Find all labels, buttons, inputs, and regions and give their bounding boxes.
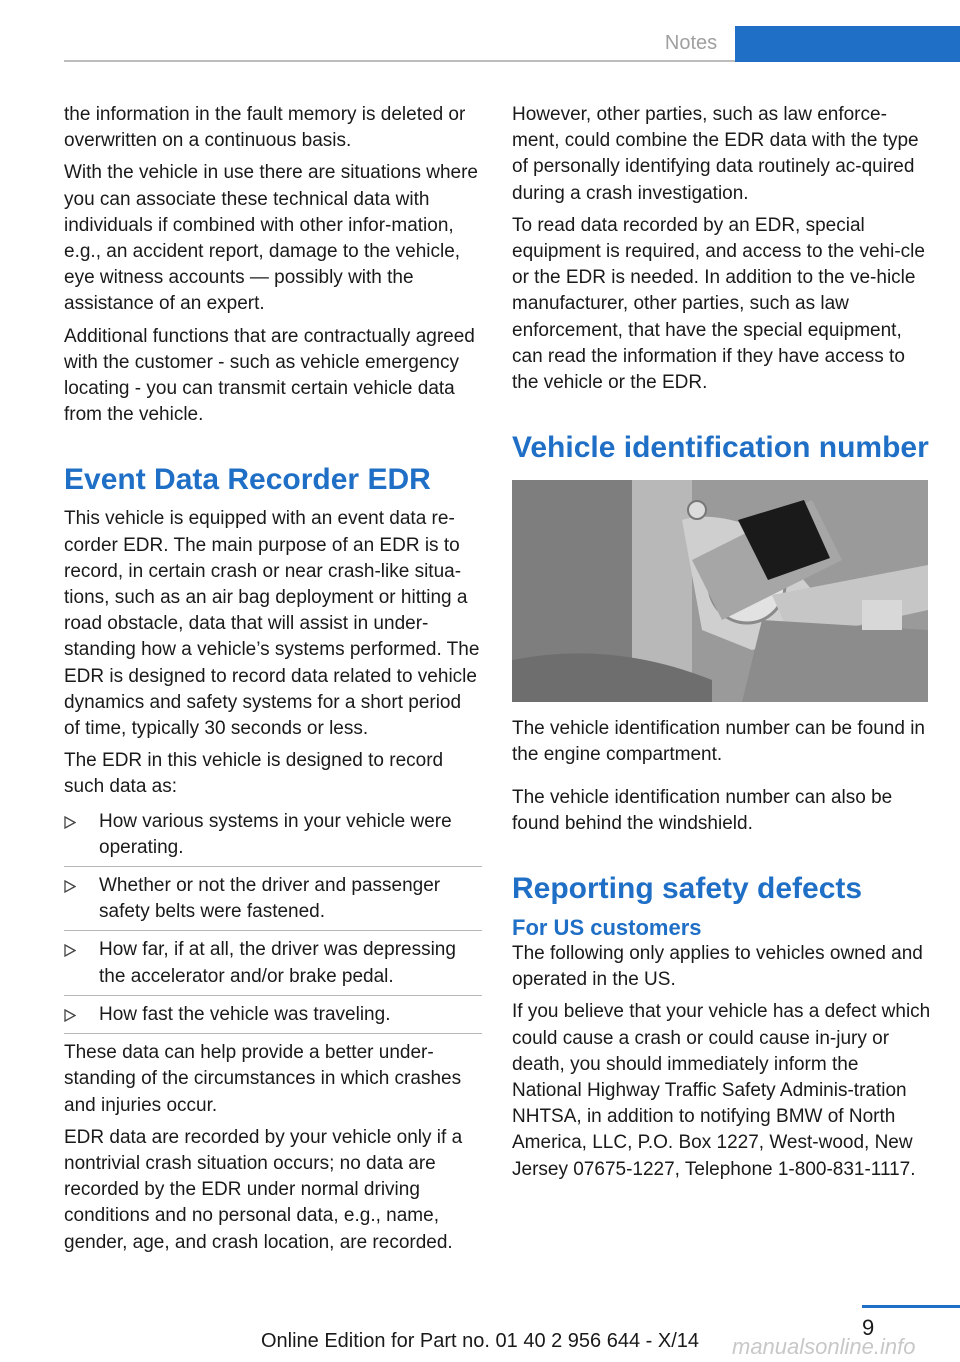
list-item-text: How far, if at all, the driver was depressing the accelerator and/or brake pedal. (99, 939, 456, 987)
section-heading-edr: Event Data Recorder EDR (64, 463, 431, 497)
edition-footer: Online Edition for Part no. 01 40 2 956 644 - X/14 (260, 1330, 700, 1352)
list-item (64, 873, 482, 931)
paragraph: the information in the fault memory is deleted or overwritten on a continuous basis. (64, 104, 466, 152)
paragraph: However, other parties, such as law enforce‐ment, could combine the EDR data with the type of personally identifying data routinely ac‐quired during a crash investigation. (512, 104, 919, 204)
paragraph: The vehicle identification number can be found in the engine compartment. (512, 718, 925, 766)
subheading-us-customers: For US customers (512, 915, 702, 941)
paragraph: To read data recorded by an EDR, special equipment is required, and access to the vehi‐cle or the EDR is needed. In addition to the ve‐hicle manufacturer, other parties, such as law enforcement, that have the special equipment, can read the information if they have access to the vehicle or the EDR. (512, 214, 925, 394)
list-item-text: How various systems in your vehicle were operating. (99, 810, 452, 858)
paragraph: The following only applies to vehicles owned and operated in the US. (512, 943, 923, 991)
header-section-label: Notes (664, 31, 718, 54)
header-rule (64, 60, 735, 62)
list-item (64, 1002, 482, 1034)
bullet-list (64, 809, 482, 1034)
watermark: manualsonline.info (732, 1334, 916, 1359)
triangle-bullet-icon (64, 944, 76, 957)
list-item (64, 937, 482, 995)
engine-compartment-photo (512, 480, 928, 702)
section-heading-vin: Vehicle identification number (512, 431, 929, 465)
left-column (64, 102, 482, 1262)
paragraph: The vehicle identification number can also be found behind the windshield. (512, 786, 893, 834)
paragraph: This vehicle is equipped with an event data re‐corder EDR. The main purpose of an EDR is to record, in certain crash or near crash-like situa‐tions, such as an air bag deployment or hitting a road obstacle, data that will assist in under‐standing how a vehicle’s systems performed. The EDR is designed to record data related to vehicle dynamics and safety systems for a short period of time, typically 30 seconds or less. (64, 508, 480, 740)
triangle-bullet-icon (64, 880, 76, 893)
header-accent-bar (735, 26, 960, 62)
paragraph: Additional functions that are contractually agreed with the customer - such as vehicle emergency locating - you can transmit certain vehicle data from the vehicle. (64, 325, 475, 426)
paragraph: If you believe that your vehicle has a defect which could cause a crash or could cause in‐jury or death, you should immediately inform the National Highway Traffic Safety Adminis‐tration NHTSA, in addition to notifying BMW of North America, LLC, P.O. Box 1227, West‐wood, New Jersey 07675-1227, Telephone 1-800-831-1117. (512, 1001, 931, 1180)
paragraph: The EDR in this vehicle is designed to record such data as: (64, 750, 444, 798)
triangle-bullet-icon (64, 816, 76, 829)
right-column (512, 102, 932, 1183)
paragraph: With the vehicle in use there are situations where you can associate these technical data with individuals if combined with other infor‐mation, e.g., an accident report, damage to the vehicle, eye witness accounts — possibly with the assistance of an expert. (64, 162, 478, 315)
list-item-text: Whether or not the driver and passenger safety belts were fastened. (99, 875, 441, 923)
triangle-bullet-icon (64, 1009, 76, 1022)
list-item-text: How fast the vehicle was traveling. (99, 1003, 391, 1025)
paragraph: These data can help provide a better under‐standing of the circumstances in which crashes and injuries occur. (64, 1042, 462, 1116)
paragraph: EDR data are recorded by your vehicle only if a nontrivial crash situation occurs; no data are recorded by the EDR under normal driving conditions and no personal data, e.g., name, gender, age, and crash location, are recorded. (64, 1126, 463, 1253)
footer-rule (862, 1305, 960, 1308)
section-heading-defects: Reporting safety defects (512, 872, 863, 906)
page-number: 9 (862, 1315, 875, 1340)
list-item (64, 809, 482, 867)
